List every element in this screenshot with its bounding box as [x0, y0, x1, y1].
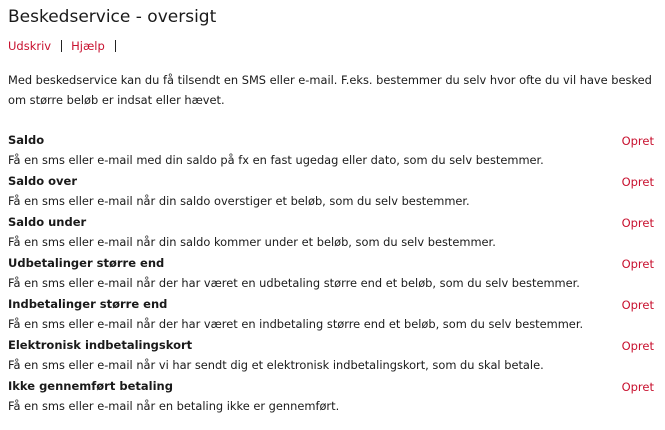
service-item-saldo-over — [8, 172, 658, 213]
service-title: Ikke gennemført betaling — [8, 379, 173, 393]
help-link[interactable]: Hjælp — [71, 39, 105, 53]
create-indbetalingskort-link[interactable]: Opret — [621, 339, 654, 353]
service-item-saldo — [8, 131, 658, 172]
toolbar-divider — [61, 40, 62, 52]
service-title: Udbetalinger større end — [8, 256, 165, 270]
service-description: Få en sms eller e-mail når vi har sendt dig et elektronisk indbetalingskort, som du skal betale. — [8, 358, 544, 372]
create-ikke-gennemfort-link[interactable]: Opret — [621, 380, 654, 394]
service-item-indbetalingskort — [8, 336, 658, 377]
service-item-udbetalinger — [8, 254, 658, 295]
create-saldo-link[interactable]: Opret — [621, 134, 654, 148]
service-description: Få en sms eller e-mail når din saldo overstiger et beløb, som du selv bestemmer. — [8, 194, 470, 208]
intro-text: Med beskedservice kan du få tilsendt en SMS eller e-mail. F.eks. bestemmer du selv hvor ofte du vil have besked om større beløb er indsat eller hævet. — [8, 73, 652, 107]
create-saldo-under-link[interactable]: Opret — [621, 216, 654, 230]
create-udbetalinger-link[interactable]: Opret — [621, 257, 654, 271]
service-item-indbetalinger — [8, 295, 658, 336]
create-indbetalinger-link[interactable]: Opret — [621, 298, 654, 312]
create-saldo-over-link[interactable]: Opret — [621, 175, 654, 189]
service-title: Saldo under — [8, 215, 87, 229]
toolbar-divider — [115, 40, 116, 52]
service-title: Saldo over — [8, 174, 77, 188]
service-item-saldo-under — [8, 213, 658, 254]
service-description: Få en sms eller e-mail når der har været en udbetaling større end et beløb, som du selv bestemmer. — [8, 276, 580, 290]
service-title: Elektronisk indbetalingskort — [8, 338, 193, 352]
service-title: Indbetalinger større end — [8, 297, 168, 311]
service-item-ikke-gennemfort — [8, 377, 658, 418]
toolbar — [8, 39, 125, 53]
print-link[interactable]: Udskriv — [8, 39, 52, 53]
page-title: Beskedservice - oversigt — [8, 7, 217, 27]
service-list — [8, 131, 658, 418]
service-description: Få en sms eller e-mail når en betaling ikke er gennemført. — [8, 399, 340, 413]
service-title: Saldo — [8, 133, 45, 147]
service-description: Få en sms eller e-mail med din saldo på fx en fast ugedag eller dato, som du selv bestemmer. — [8, 153, 544, 167]
service-description: Få en sms eller e-mail når der har været en indbetaling større end et beløb, som du selv bestemmer. — [8, 317, 584, 331]
service-description: Få en sms eller e-mail når din saldo kommer under et beløb, som du selv bestemmer. — [8, 235, 496, 249]
